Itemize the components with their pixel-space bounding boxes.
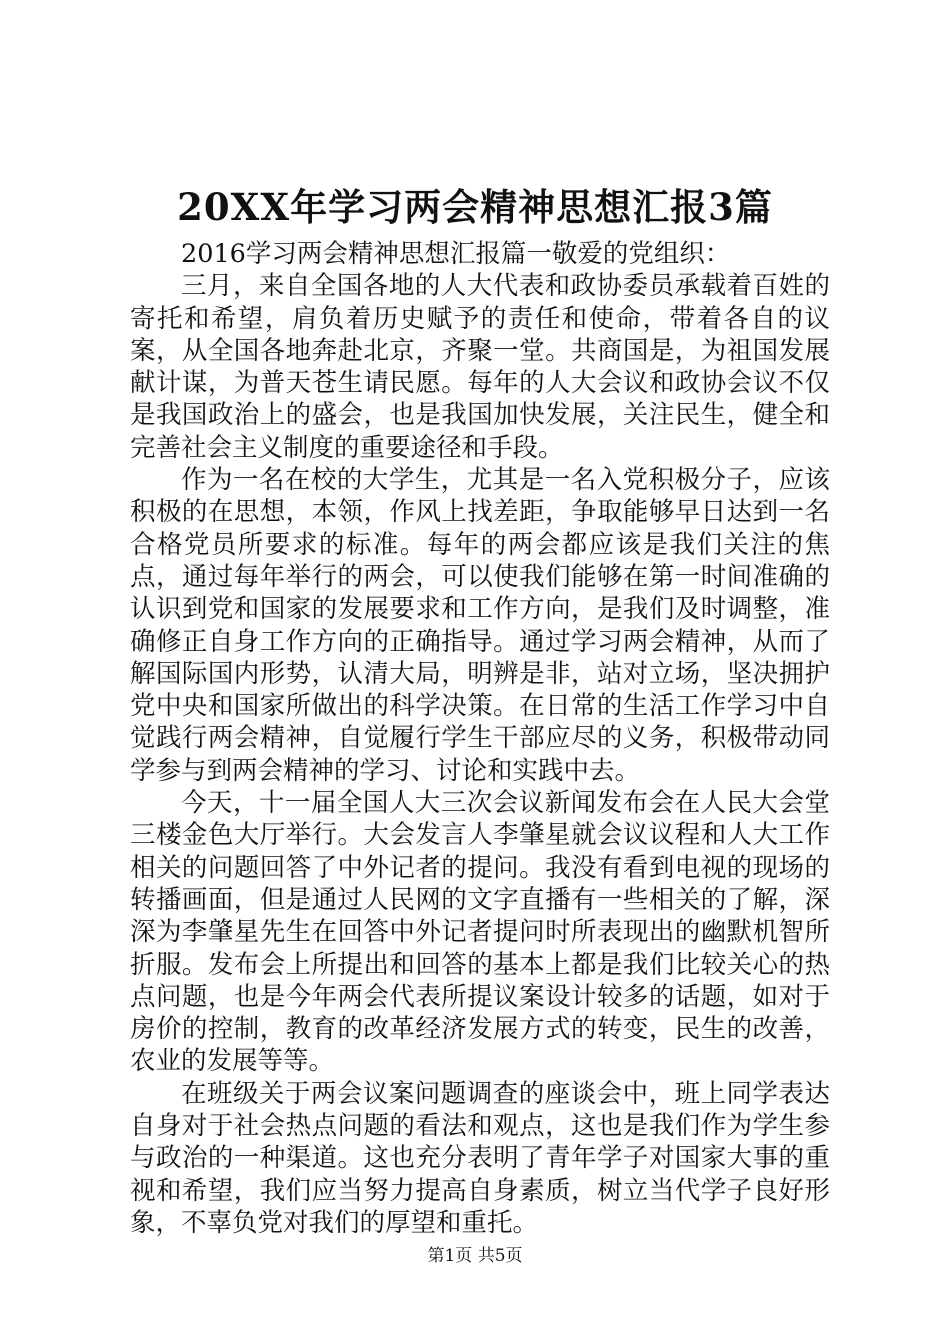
body-paragraph: 在班级关于两会议案问题调查的座谈会中，班上同学表达自身对于社会热点问题的看法和观点，这也是我们作为学生参与政治的一种渠道。这也充分表明了青年学子对国家大事的重视和希望，我们应当努力提高自身素质，树立当代学子良好形象，不辜负党对我们的厚望和重托。 [130, 1078, 830, 1238]
document-body [130, 238, 830, 1239]
body-paragraph: 三月，来自全国各地的人大代表和政协委员承载着百姓的寄托和希望，肩负着历史赋予的责任和使命，带着各自的议案，从全国各地奔赴北京，齐聚一堂。共商国是，为祖国发展献计谋，为普天苍生请民愿。每年的人大会议和政协会议不仅是我国政治上的盛会，也是我国加快发展，关注民生，健全和完善社会主义制度的重要途径和手段。 [130, 271, 830, 463]
body-paragraph: 今天，十一届全国人大三次会议新闻发布会在人民大会堂三楼金色大厅举行。大会发言人李肇星就会议议程和人大工作相关的问题回答了中外记者的提问。我没有看到电视的现场的转播画面，但是通过人民网的文字直播有一些相关的了解，深深为李肇星先生在回答中外记者提问时所表现出的幽默机智所折服。发布会上所提出和回答的基本上都是我们比较关心的热点问题，也是今年两会代表所提议案设计较多的话题，如对于房价的控制，教育的改革经济发展方式的转变，民生的改善，农业的发展等等。 [130, 788, 830, 1077]
page-number-footer: 第1页 共5页 [427, 1246, 523, 1266]
document-title: 20XX年学习两会精神思想汇报3篇 [177, 185, 773, 229]
salutation-paragraph: 2016学习两会精神思想汇报篇一敬爱的党组织： [181, 239, 731, 269]
body-paragraph: 作为一名在校的大学生，尤其是一名入党积极分子，应该积极的在思想，本领，作风上找差距，争取能够早日达到一名合格党员所要求的标准。每年的两会都应该是我们关注的焦点，通过每年举行的两会，可以使我们能够在第一时间准确的认识到党和国家的发展要求和工作方向，是我们及时调整，准确修正自身工作方向的正确指导。通过学习两会精神，从而了解国际国内形势，认清大局，明辨是非，站对立场，坚决拥护党中央和国家所做出的科学决策。在日常的生活工作学习中自觉践行两会精神，自觉履行学生干部应尽的义务，积极带动同学参与到两会精神的学习、讨论和实践中去。 [130, 465, 830, 786]
